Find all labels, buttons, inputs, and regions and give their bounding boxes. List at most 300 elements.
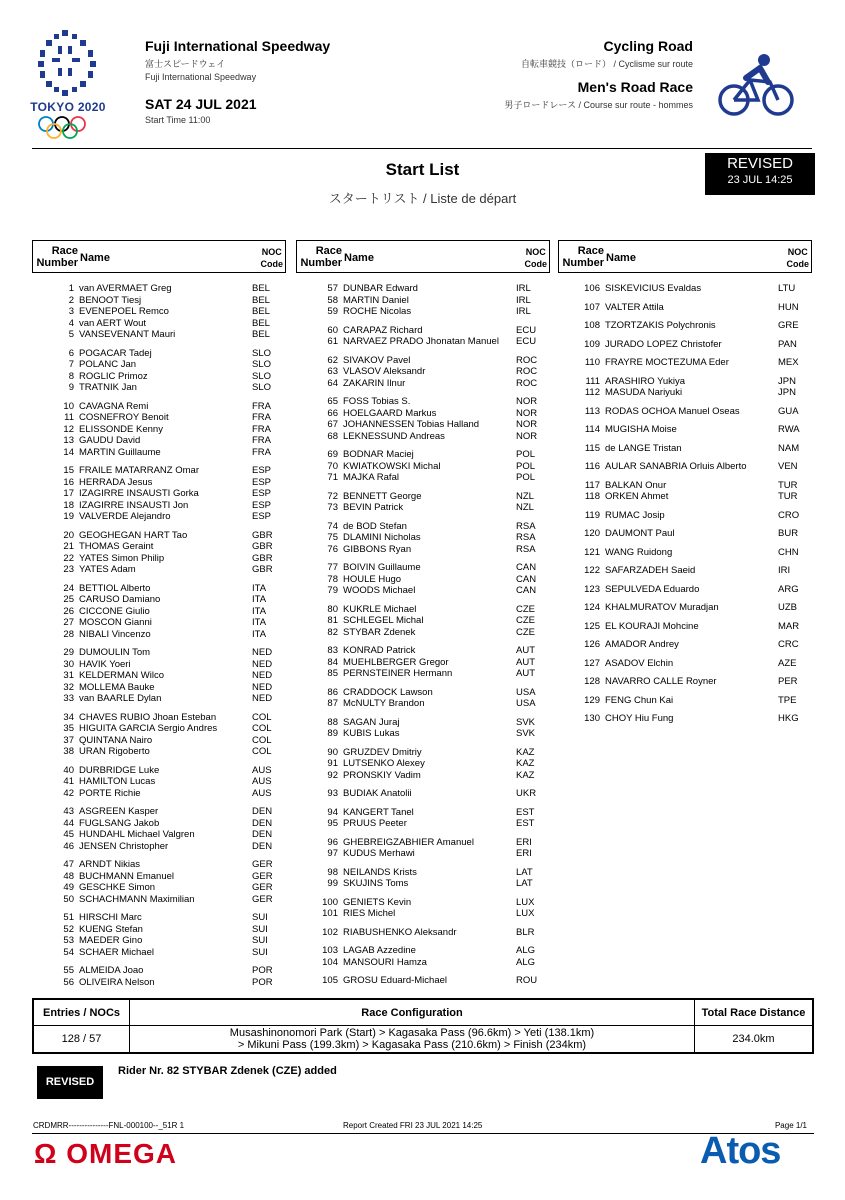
start-list-row [32, 477, 286, 489]
distance-value: 234.0km [695, 1026, 813, 1053]
cycling-pictogram-icon [718, 52, 794, 120]
noc-code: NED [252, 693, 273, 704]
noc-code: COL [252, 723, 272, 734]
race-number: 21 [63, 541, 74, 552]
noc-code: VEN [778, 461, 798, 472]
noc-code: ALG [516, 956, 536, 968]
noc-code: DEN [252, 829, 273, 840]
noc-code: AUS [252, 764, 272, 776]
race-number: 12 [63, 423, 74, 435]
start-list-row [296, 562, 550, 574]
noc-code: ESP [252, 476, 272, 488]
athlete-name: HOELGAARD Markus [343, 407, 437, 419]
athlete-name: ZAKARIN Ilnur [343, 377, 406, 389]
athlete-name: FRAYRE MOCTEZUMA Eder [605, 357, 729, 368]
athlete-name: AULAR SANABRIA Orluis Alberto [605, 461, 747, 472]
noc-code: SLO [252, 359, 272, 370]
athlete-name: STYBAR Zdenek [343, 626, 416, 638]
athlete-name: JOHANNESSEN Tobias Halland [343, 419, 480, 430]
athlete-name: ELISSONDE Kenny [79, 423, 163, 435]
race-number: 5 [68, 329, 74, 340]
start-list-row [296, 717, 550, 729]
athlete-name: LAGAB Azzedine [343, 945, 416, 956]
noc-code: BEL [252, 294, 270, 306]
noc-code: DEN [252, 840, 273, 852]
race-number-header: Race Number [300, 245, 342, 269]
race-number: 65 [327, 396, 338, 407]
athlete-name: CARAPAZ Richard [343, 324, 423, 336]
athlete-name: KWIATKOWSKI Michal [343, 460, 441, 472]
noc-code: GBR [252, 564, 273, 575]
race-number: 62 [327, 354, 338, 366]
race-number: 128 [584, 676, 600, 687]
noc-code: ESP [252, 499, 272, 511]
athlete-name: HOULE Hugo [343, 573, 402, 585]
athlete-name: PERNSTEINER Hermann [343, 668, 453, 679]
race-number: 123 [584, 583, 600, 595]
athlete-name: FOSS Tobias S. [343, 396, 411, 407]
athlete-name: GAUDU David [79, 435, 141, 446]
athlete-name: GENIETS Kevin [343, 896, 412, 908]
athlete-name: MOSCON Gianni [79, 617, 152, 628]
race-number: 117 [584, 479, 600, 491]
start-list-row [296, 698, 550, 710]
athlete-name: VALTER Attila [605, 301, 664, 313]
start-list-row [296, 604, 550, 616]
page-header [0, 0, 845, 150]
race-number: 42 [63, 787, 74, 799]
athlete-name: TRATNIK Jan [79, 382, 137, 393]
start-list-row [296, 837, 550, 849]
start-list-row [32, 553, 286, 565]
start-list-row [296, 897, 550, 909]
noc-code: RSA [516, 520, 536, 532]
entries-header: Entries / NOCs [34, 1000, 130, 1026]
race-number: 126 [584, 639, 600, 650]
athlete-name: ROCHE Nicolas [343, 306, 412, 317]
athlete-name: BUCHMANN Emanuel [79, 870, 175, 882]
noc-code: ROC [516, 354, 538, 366]
start-list-row [32, 788, 286, 800]
noc-code: SLO [252, 382, 272, 393]
column-header [558, 240, 812, 273]
race-number: 13 [63, 435, 74, 446]
start-list-row [32, 447, 286, 459]
start-list-row [296, 867, 550, 879]
noc-code: IRL [516, 294, 531, 306]
noc-code: SUI [252, 912, 268, 923]
noc-code: IRI [778, 565, 791, 576]
noc-code: SLO [252, 347, 272, 359]
start-list-row [32, 412, 286, 424]
race-number: 50 [63, 893, 74, 905]
start-list-row [296, 449, 550, 461]
race-number: 17 [63, 488, 74, 499]
race-number: 102 [322, 926, 338, 938]
athlete-name: DUMOULIN Tom [79, 647, 151, 658]
athlete-name: CHOY Hiu Fung [605, 713, 674, 724]
race-number: 45 [63, 829, 74, 840]
start-list-row [558, 528, 812, 540]
noc-code: CRO [778, 509, 800, 521]
race-number: 122 [584, 565, 600, 576]
athlete-name: CICCONE Giulio [79, 605, 150, 617]
athlete-name: KONRAD Patrick [343, 645, 416, 656]
race-number: 32 [63, 681, 74, 693]
start-list-row [32, 670, 286, 682]
athlete-name: IZAGIRRE INSAUSTI Jon [79, 499, 189, 511]
noc-code: SUI [252, 923, 268, 935]
athlete-name: ARASHIRO Yukiya [605, 375, 686, 387]
noc-code: IRL [516, 283, 531, 294]
start-list-row [32, 871, 286, 883]
noc-code: PER [778, 676, 798, 687]
noc-code: HKG [778, 713, 799, 724]
race-number: 84 [327, 656, 338, 668]
start-list-row [558, 357, 812, 369]
start-list-row [558, 302, 812, 314]
athlete-name: ASADOV Elchin [605, 657, 674, 669]
noc-code: CAN [516, 585, 537, 596]
athlete-name: BEVIN Patrick [343, 502, 404, 513]
noc-code: FRA [252, 400, 271, 412]
noc-code: POL [516, 449, 536, 460]
start-list-row [296, 927, 550, 939]
noc-code: CHN [778, 546, 799, 558]
race-number: 113 [584, 405, 600, 417]
race-number: 118 [584, 491, 600, 502]
race-number: 41 [63, 776, 74, 787]
noc-code: AUT [516, 645, 535, 656]
start-list-row [296, 491, 550, 503]
noc-code: NED [252, 681, 273, 693]
athlete-name: EL KOURAJI Mohcine [605, 620, 699, 632]
race-number: 119 [584, 509, 600, 521]
noc-code: COL [252, 734, 272, 746]
noc-code: ARG [778, 583, 799, 595]
name-header: Name [80, 252, 110, 264]
race-number: 26 [63, 605, 74, 617]
sport-name: Cycling Road [603, 38, 693, 54]
race-number: 110 [584, 357, 600, 368]
athlete-name: DURBRIDGE Luke [79, 764, 160, 776]
athlete-name: SEPULVEDA Eduardo [605, 583, 700, 595]
race-number: 15 [63, 465, 74, 476]
event-name: Men's Road Race [577, 79, 693, 95]
noc-code: NED [252, 670, 273, 681]
tokyo-2020-logo [28, 28, 108, 143]
race-number: 64 [327, 377, 338, 389]
start-list-row [558, 639, 812, 651]
athlete-name: THOMAS Geraint [79, 541, 154, 552]
race-number: 46 [63, 840, 74, 852]
race-number: 60 [327, 324, 338, 336]
race-number: 59 [327, 306, 338, 317]
start-list-row [558, 443, 812, 455]
race-number-header: Race Number [562, 245, 604, 269]
start-list-row [32, 746, 286, 758]
start-list-row [32, 659, 286, 671]
race-number: 107 [584, 301, 600, 313]
start-list-row [32, 318, 286, 330]
athlete-name: SAFARZADEH Saeid [605, 565, 696, 576]
race-number: 6 [68, 347, 74, 359]
noc-code: CZE [516, 626, 535, 638]
race-number: 109 [584, 338, 600, 350]
athlete-name: RIES Michel [343, 908, 396, 919]
race-number: 86 [327, 686, 338, 698]
race-number: 33 [63, 693, 74, 704]
start-list-row [296, 306, 550, 318]
race-number: 20 [63, 529, 74, 541]
athlete-name: LUTSENKO Alexey [343, 758, 425, 769]
start-list-row [558, 621, 812, 633]
start-list-row [296, 521, 550, 533]
start-list-row [558, 387, 812, 399]
start-list-row [32, 977, 286, 989]
race-number: 73 [327, 502, 338, 513]
start-list-row [32, 735, 286, 747]
race-number: 10 [63, 400, 74, 412]
title-sub: スタートリスト / Liste de départ [328, 191, 517, 206]
noc-code: GBR [252, 541, 273, 552]
start-list-row [296, 472, 550, 484]
athlete-name: HUNDAHL Michael Valgren [79, 829, 195, 840]
start-list-row [32, 594, 286, 606]
start-list-row [558, 376, 812, 388]
start-list-row [296, 848, 550, 860]
noc-code: COL [252, 711, 272, 723]
start-list-row [558, 283, 812, 295]
athlete-name: CARUSO Damiano [79, 594, 161, 605]
athlete-name: BALKAN Onur [605, 479, 667, 491]
race-number: 97 [327, 848, 338, 859]
entries-value: 128 / 57 [34, 1026, 130, 1053]
start-list-row [296, 366, 550, 378]
athlete-name: JURADO LOPEZ Christofer [605, 338, 722, 350]
start-list-row [296, 431, 550, 443]
noc-header: NOC Code [786, 247, 809, 269]
start-list-row [32, 829, 286, 841]
revision-note: Rider Nr. 82 STYBAR Zdenek (CZE) added [118, 1065, 337, 1077]
venue-block [145, 38, 330, 125]
race-number: 14 [63, 446, 74, 458]
start-list-row [296, 758, 550, 770]
noc-code: LAT [516, 866, 533, 878]
race-number: 96 [327, 836, 338, 848]
athlete-name: HAVIK Yoeri [79, 658, 131, 670]
noc-code: LUX [516, 908, 535, 919]
race-number: 125 [584, 620, 600, 632]
noc-code: FRA [252, 435, 271, 446]
noc-code: ESP [252, 488, 272, 499]
athlete-name: BOIVIN Guillaume [343, 562, 421, 573]
athlete-name: van BAARLE Dylan [79, 693, 162, 704]
start-list-row [558, 713, 812, 725]
athlete-name: TZORTZAKIS Polychronis [605, 320, 716, 331]
noc-code: NOR [516, 430, 538, 442]
athlete-name: de BOD Stefan [343, 520, 407, 532]
race-number: 56 [63, 976, 74, 988]
noc-code: NOR [516, 407, 538, 419]
noc-code: BEL [252, 317, 270, 329]
start-list-row [296, 807, 550, 819]
noc-code: NZL [516, 502, 534, 513]
athlete-name: RODAS OCHOA Manuel Oseas [605, 405, 740, 417]
noc-code: AUS [252, 787, 272, 799]
race-number: 7 [68, 359, 74, 370]
race-number: 87 [327, 698, 338, 709]
race-number: 129 [584, 694, 600, 706]
start-list-row [296, 957, 550, 969]
athlete-name: URAN Rigoberto [79, 746, 150, 757]
race-number: 63 [327, 366, 338, 377]
athlete-name: DAUMONT Paul [605, 528, 675, 539]
start-list-row [296, 627, 550, 639]
race-number: 48 [63, 870, 74, 882]
athlete-name: VALVERDE Alejandro [79, 511, 171, 522]
noc-code: JPN [778, 387, 796, 398]
race-number: 57 [327, 283, 338, 294]
noc-code: SLO [252, 370, 272, 382]
race-number: 11 [64, 412, 74, 423]
race-number: 30 [63, 658, 74, 670]
noc-code: IRL [516, 306, 531, 317]
start-list-row [558, 424, 812, 436]
race-number: 79 [327, 585, 338, 596]
race-number: 91 [327, 758, 338, 769]
noc-code: GER [252, 870, 273, 882]
athlete-name: de LANGE Tristan [605, 442, 682, 454]
noc-code: FRA [252, 423, 271, 435]
start-list-row [296, 336, 550, 348]
start-list-row [32, 606, 286, 618]
athlete-name: POGACAR Tadej [79, 347, 152, 359]
noc-code: POR [252, 965, 273, 976]
column-header [32, 240, 286, 273]
race-number: 27 [63, 617, 74, 628]
start-list-row [32, 500, 286, 512]
noc-code: AUT [516, 668, 535, 679]
noc-code: ALG [516, 945, 536, 956]
noc-code: DEN [252, 817, 273, 829]
race-number: 43 [63, 806, 74, 817]
race-number: 89 [327, 728, 338, 739]
start-list-row [32, 617, 286, 629]
athlete-name: MAJKA Rafal [343, 472, 399, 483]
noc-code: USA [516, 698, 536, 709]
race-number: 3 [68, 306, 74, 317]
noc-code: UZB [778, 602, 797, 613]
athlete-name: BENNETT George [343, 490, 422, 502]
athlete-name: KELDERMAN Wilco [79, 670, 164, 681]
venue-name-jp: 富士スピードウェイ [145, 59, 226, 69]
athlete-name: KHALMURATOV Muradjan [605, 602, 719, 613]
race-number: 124 [584, 602, 600, 613]
start-list-row [558, 695, 812, 707]
start-list-row [32, 806, 286, 818]
race-number: 24 [63, 582, 74, 594]
start-list-row [32, 765, 286, 777]
config-header: Race Configuration [130, 1000, 695, 1026]
noc-code: COL [252, 746, 272, 757]
noc-code: CZE [516, 615, 535, 626]
start-list-row [32, 295, 286, 307]
race-number: 72 [327, 490, 338, 502]
athlete-name: BUDIAK Anatolii [343, 788, 412, 799]
start-time: Start Time 11:00 [145, 115, 211, 125]
athlete-name: GIBBONS Ryan [343, 543, 412, 555]
athlete-name: MANSOURI Hamza [343, 956, 427, 968]
noc-code: RSA [516, 532, 536, 543]
race-number: 9 [68, 382, 74, 393]
race-number: 23 [63, 564, 74, 575]
start-list-row [32, 682, 286, 694]
noc-code: NZL [516, 490, 534, 502]
noc-code: ROU [516, 975, 538, 986]
race-number: 2 [68, 294, 74, 306]
noc-code: POR [252, 976, 273, 988]
start-list-row [32, 712, 286, 724]
race-number: 92 [327, 769, 338, 781]
noc-code: JPN [778, 375, 796, 387]
race-number: 127 [584, 657, 600, 669]
sport-subtitle: 自転車競技（ロード） / Cyclisme sur route [520, 59, 693, 69]
athlete-name: VANSEVENANT Mauri [79, 329, 176, 340]
noc-code: BEL [252, 283, 270, 294]
start-list-row [296, 295, 550, 307]
athlete-name: FENG Chun Kai [605, 694, 674, 706]
athlete-name: MOLLEMA Bauke [79, 681, 155, 693]
document-code: CRDMRR---------------FNL-000100--_51R 1 [33, 1121, 185, 1130]
start-list-row [296, 975, 550, 987]
athlete-name: McNULTY Brandon [343, 698, 425, 709]
start-list-row [558, 320, 812, 332]
athlete-name: LEKNESSUND Andreas [343, 430, 445, 442]
noc-code: UKR [516, 788, 537, 799]
noc-code: MEX [778, 357, 799, 368]
noc-code: BEL [252, 306, 270, 317]
noc-header: NOC Code [524, 247, 547, 269]
noc-code: SVK [516, 716, 536, 728]
noc-code: CZE [516, 603, 535, 615]
noc-code: KAZ [516, 746, 535, 758]
start-list-row [296, 378, 550, 390]
start-list-row [32, 947, 286, 959]
start-list-row [296, 657, 550, 669]
athlete-name: HIGUITA GARCIA Sergio Andres [79, 723, 218, 734]
start-list-column-1 [32, 240, 286, 988]
athlete-name: MUEHLBERGER Gregor [343, 656, 449, 668]
start-list-row [32, 541, 286, 553]
athlete-name: PRUUS Peeter [343, 818, 407, 829]
athlete-name: BENOOT Tiesj [79, 294, 142, 306]
start-list-row [32, 583, 286, 595]
start-list-row [32, 859, 286, 871]
athlete-name: MARTIN Daniel [343, 294, 409, 306]
race-number: 37 [63, 734, 74, 746]
race-number: 101 [322, 908, 338, 919]
athlete-name: POLANC Jan [79, 359, 137, 370]
athlete-name: GHEBREIGZABHIER Amanuel [343, 836, 474, 848]
athlete-name: KUENG Stefan [79, 923, 143, 935]
athlete-name: CRADDOCK Lawson [343, 686, 433, 698]
race-number: 61 [327, 336, 338, 347]
noc-code: SVK [516, 728, 536, 739]
athlete-name: FUGLSANG Jakob [79, 817, 160, 829]
start-list-row [32, 348, 286, 360]
start-list-row [558, 480, 812, 492]
